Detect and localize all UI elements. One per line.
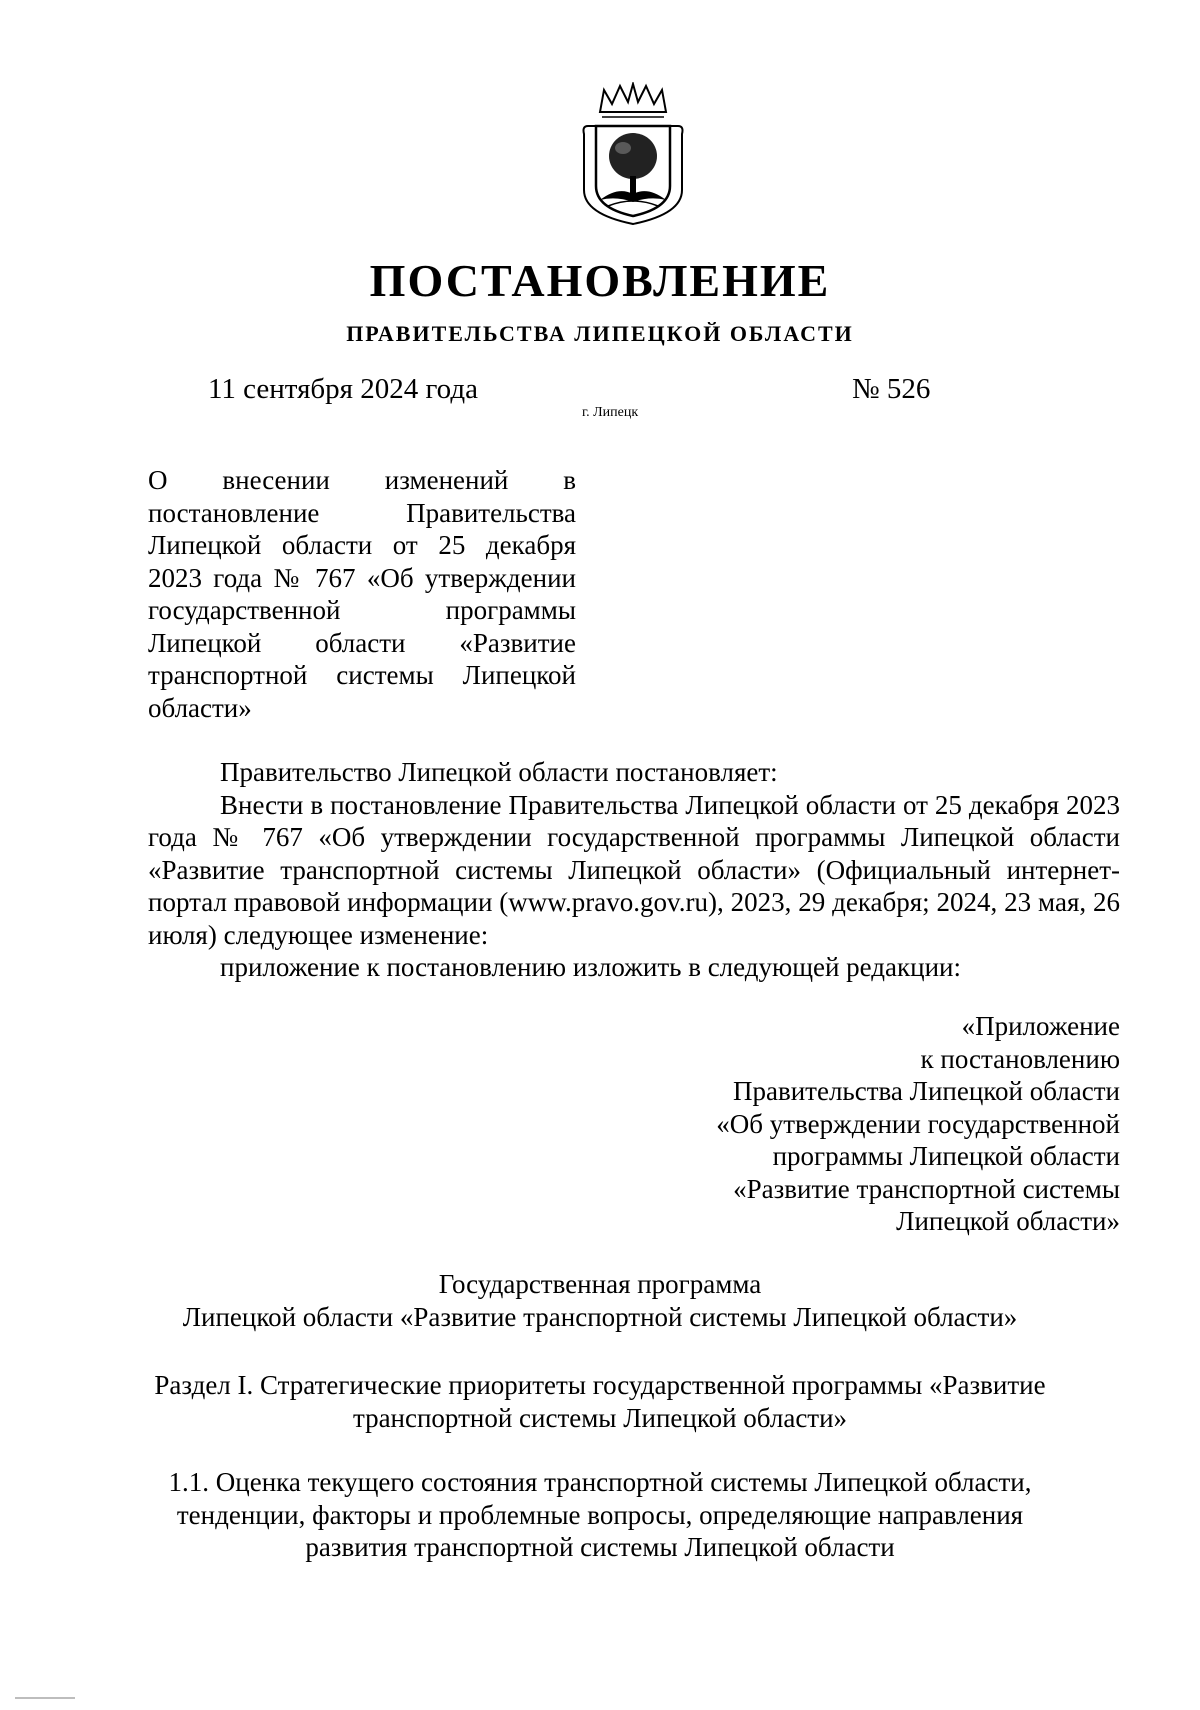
appendix-line: к постановлению [920,1043,1120,1074]
program-title-line: Государственная программа [438,1269,762,1299]
document-title: ПОСТАНОВЛЕНИЕ [369,255,831,306]
coat-of-arms-icon [578,82,688,227]
subsection-title-line: 1.1. Оценка текущего состояния транспортной системы Липецкой области, [168,1467,1032,1497]
appendix-line: Липецкой области» [896,1206,1120,1236]
scan-artifact [15,1697,75,1699]
about-line: государственной программы [148,595,576,625]
appendix-line: «Приложение [961,1011,1120,1041]
resolution-instruction: приложение к постановлению изложить в следующей редакции: [220,952,961,982]
document-city: г. Липецк [582,405,639,420]
section-title-line: Раздел I. Стратегические приоритеты государственной программы «Развитие [154,1370,1046,1400]
resolution-amendment: Внести в постановление Правительства Липецкой области от 25 декабря 2023 года № 767 «Об утверждении государственной программы Липецкой области «Развитие транспортной системы Липецкой области» (Официальный интернет-портал правовой информации (www.pravo.gov.ru), 2023, 29 декабря; 2024, 23 мая, 26 июля) следующее изменение: [148,789,1120,950]
document-number: № 526 [852,373,931,405]
about-line: транспортной системы Липецкой [148,660,576,690]
program-title [0,1268,1200,1333]
about-line: 2023 года № 767 «Об утверждении [148,562,576,593]
about-line: области» [148,692,252,723]
resolution-intro: Правительство Липецкой области постановляет: [220,757,778,787]
section-title [0,1369,1200,1434]
section-title-line: транспортной системы Липецкой области» [352,1402,848,1433]
subsection-title-line: развития транспортной системы Липецкой области [305,1532,895,1562]
about-line: Липецкой области «Развитие [148,627,576,658]
resolution-body [148,756,1120,984]
appendix-line: программы Липецкой области [772,1141,1120,1171]
appendix-header [560,1010,1120,1238]
program-title-line: Липецкой области «Развитие транспортной системы Липецкой области» [182,1301,1018,1332]
about-block [148,464,576,724]
appendix-line: «Об утверждении государственной [716,1108,1120,1139]
appendix-line: Правительства Липецкой области [732,1076,1120,1106]
subsection-title [0,1466,1200,1564]
about-line: О внесении изменений в [148,465,576,495]
document-subtitle: ПРАВИТЕЛЬСТВА ЛИПЕЦКОЙ ОБЛАСТИ [346,321,854,346]
document-date: 11 сентября 2024 года [208,373,478,405]
appendix-line: «Развитие транспортной системы [733,1173,1120,1204]
about-line: Липецкой области от 25 декабря [148,530,576,560]
subsection-title-line: тенденции, факторы и проблемные вопросы, определяющие направления [176,1499,1024,1530]
about-line: постановление Правительства [148,497,576,528]
